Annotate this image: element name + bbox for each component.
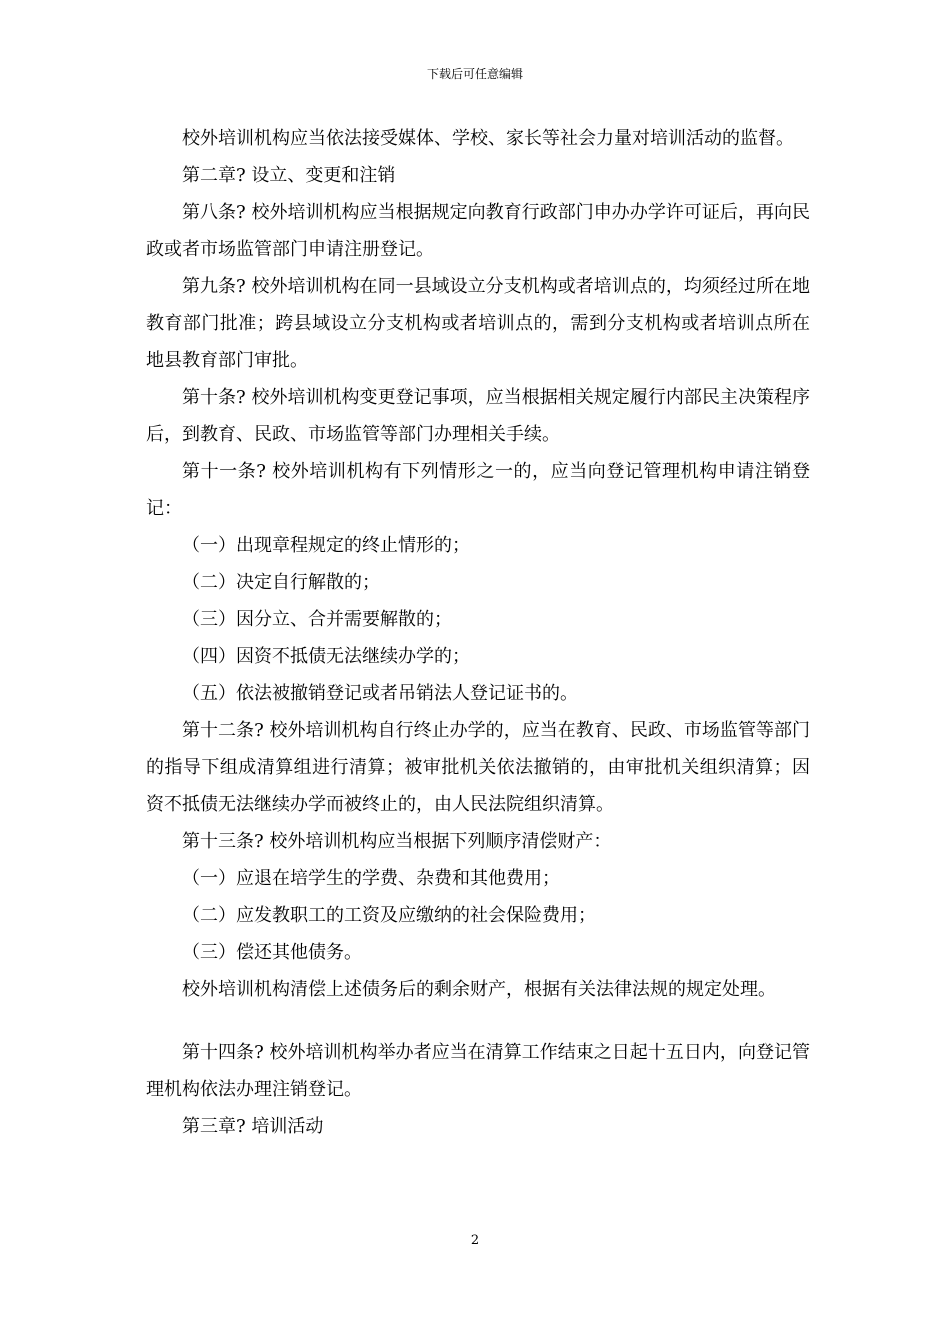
chapter-two-heading: 第二章? 设立、变更和注销	[182, 165, 396, 186]
article-12: 第十二条? 校外培训机构自行终止办学的，应当在教育、民政、市场监管等部门的指导下组成清算组进行清算；被审批机关依法撤销的，由审批机关组织清算；因资不抵债无法继续办学而被终止的，由人民法院组织清算。	[146, 720, 810, 815]
page-number: 2	[470, 1233, 480, 1248]
list-item: （三）偿还其他债务。	[182, 942, 362, 963]
article-13: 第十三条? 校外培训机构应当根据下列顺序清偿财产：	[182, 831, 612, 852]
list-item: （五）依法被撤销登记或者吊销法人登记证书的。	[182, 683, 578, 704]
list-item: （二）应发教职工的工资及应缴纳的社会保险费用；	[182, 905, 596, 926]
list-item: （一）出现章程规定的终止情形的；	[182, 535, 470, 556]
chapter-three-heading: 第三章? 培训活动	[182, 1116, 324, 1137]
article-14: 第十四条? 校外培训机构举办者应当在清算工作结束之日起十五日内，向登记管理机构依法办理注销登记。	[146, 1042, 810, 1100]
list-item: （四）因资不抵债无法继续办学的；	[182, 646, 470, 667]
article-8: 第八条? 校外培训机构应当根据规定向教育行政部门申办办学许可证后，再向民政或者市场监管部门申请注册登记。	[146, 202, 810, 260]
page-header: 下载后可任意编辑	[426, 67, 523, 81]
document-body	[146, 120, 810, 1145]
paragraph-remaining-assets: 校外培训机构清偿上述债务后的剩余财产，根据有关法律法规的规定处理。	[182, 979, 776, 1000]
paragraph-spacer	[146, 1008, 810, 1034]
article-10: 第十条? 校外培训机构变更登记事项，应当根据相关规定履行内部民主决策程序后，到教育、民政、市场监管等部门办理相关手续。	[146, 387, 810, 445]
paragraph-supervision: 校外培训机构应当依法接受媒体、学校、家长等社会力量对培训活动的监督。	[182, 128, 794, 149]
article-11: 第十一条? 校外培训机构有下列情形之一的，应当向登记管理机构申请注销登记：	[146, 461, 810, 519]
list-item: （二）决定自行解散的；	[182, 572, 380, 593]
article-9: 第九条? 校外培训机构在同一县域设立分支机构或者培训点的，均须经过所在地教育部门批准；跨县域设立分支机构或者培训点的，需到分支机构或者培训点所在地县教育部门审批。	[146, 276, 810, 371]
list-item: （三）因分立、合并需要解散的；	[182, 609, 452, 630]
list-item: （一）应退在培学生的学费、杂费和其他费用；	[182, 868, 560, 889]
